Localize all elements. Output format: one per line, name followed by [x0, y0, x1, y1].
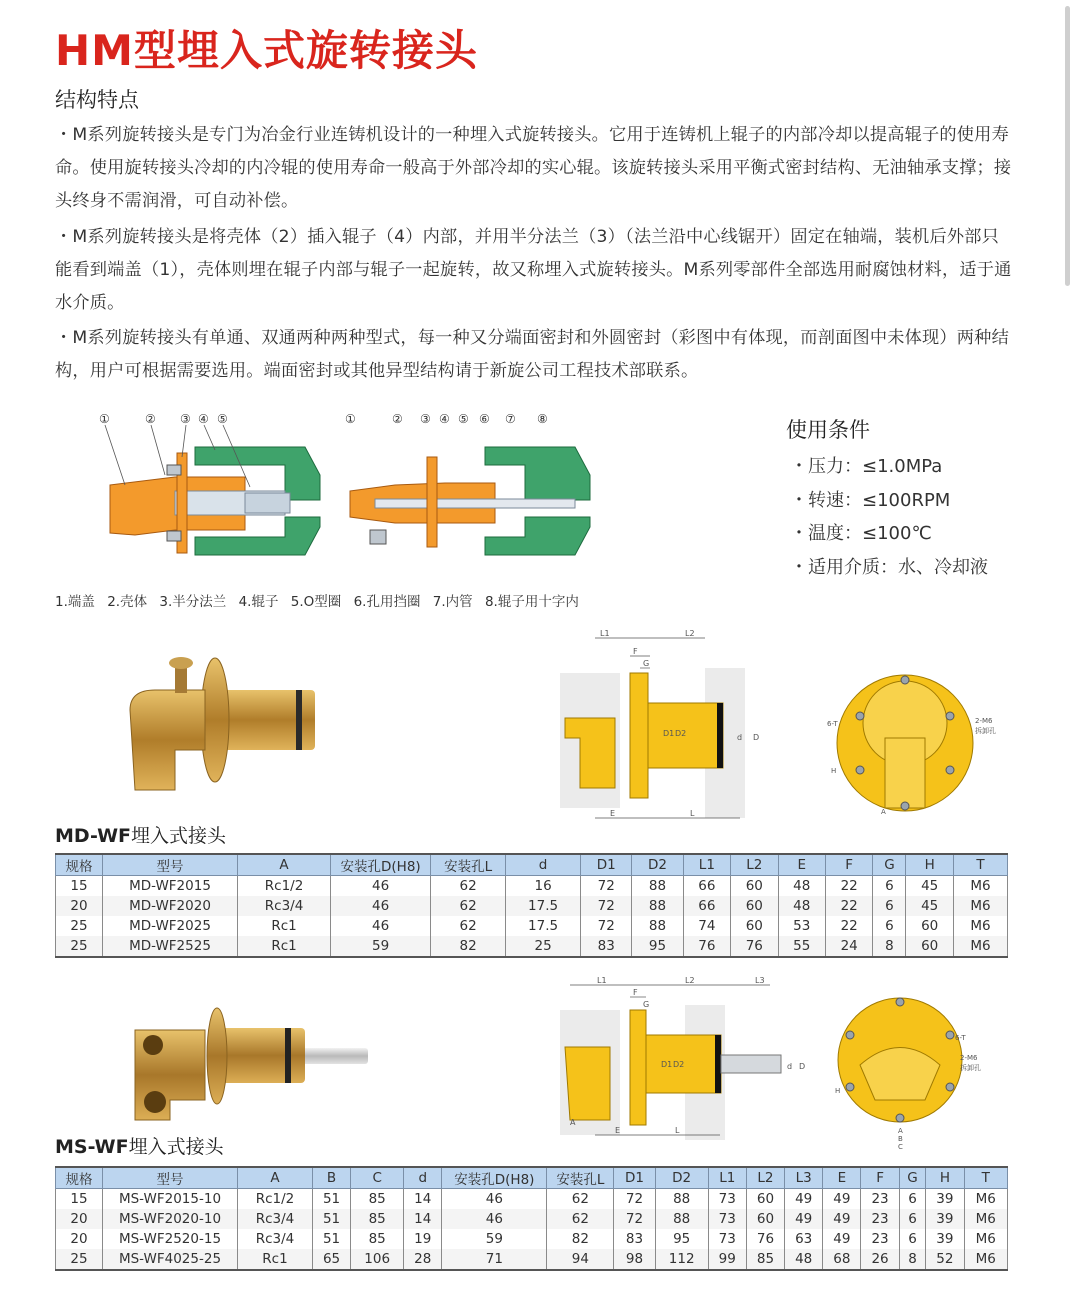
table-cell: 60 [746, 1189, 784, 1210]
table-cell: 60 [731, 916, 778, 936]
ms-table-body [56, 1189, 1008, 1271]
section-diagrams [55, 405, 615, 585]
dim-label: D1 [661, 1060, 673, 1069]
bolt-bottom [167, 531, 181, 541]
col-header: G [873, 854, 906, 876]
shaft [300, 1048, 368, 1064]
legend-item: 6.孔用挡圈 [353, 594, 421, 610]
table-cell: 60 [746, 1209, 784, 1229]
condition-item: ・适用介质：水、冷却液 [790, 556, 988, 578]
md-table-body [56, 876, 1008, 958]
condition-item: ・压力：≤1.0MPa [790, 456, 943, 477]
table-cell: 59 [442, 1229, 547, 1249]
table-cell: 74 [683, 916, 730, 936]
col-header: E [823, 1167, 861, 1189]
table-cell: 6 [899, 1189, 926, 1210]
table-cell: 16 [506, 876, 581, 897]
col-header: E [778, 854, 825, 876]
dim-label: A [898, 1127, 903, 1135]
table-cell: 26 [861, 1249, 899, 1270]
col-header: 安装孔D(H8) [331, 854, 431, 876]
table-cell: 72 [581, 876, 632, 897]
table-cell: 20 [56, 1229, 103, 1249]
table-row [56, 936, 1008, 957]
table-cell: 88 [632, 876, 683, 897]
table-cell: 71 [442, 1249, 547, 1270]
roller-top [485, 447, 590, 500]
col-header: D2 [632, 854, 683, 876]
inner-pipe [375, 499, 575, 508]
diagram-right-label: ③ [420, 412, 431, 426]
table-cell: 76 [731, 936, 778, 957]
table-cell: 17.5 [506, 916, 581, 936]
conditions-list [790, 452, 988, 586]
dim-label: G [643, 659, 650, 668]
ms-technical-drawing [555, 975, 1025, 1150]
flange [630, 1010, 646, 1125]
o-ring [715, 1035, 721, 1093]
table-cell: 55 [778, 936, 825, 957]
table-row [56, 896, 1008, 916]
dim-label: D [753, 733, 760, 742]
ms-product-photo [125, 990, 375, 1130]
table-cell: 51 [312, 1209, 350, 1229]
table-cell: 62 [431, 876, 506, 897]
table-cell: 25 [506, 936, 581, 957]
table-cell: 15 [56, 876, 103, 897]
table-cell: MS-WF4025-25 [103, 1249, 238, 1270]
col-header: H [906, 854, 953, 876]
legend-item: 4.辊子 [238, 594, 279, 610]
parts-legend [55, 590, 587, 610]
col-header: A [238, 854, 331, 876]
table-cell: MS-WF2020-10 [103, 1209, 238, 1229]
legend-item: 1.端盖 [55, 594, 95, 610]
table-header-row [56, 1167, 1008, 1189]
table-cell: 76 [683, 936, 730, 957]
table-cell: MD-WF2020 [103, 896, 238, 916]
bolt-head [169, 657, 193, 669]
table-cell: 83 [614, 1229, 655, 1249]
dim-label: G [643, 1000, 650, 1009]
table-cell: 85 [351, 1189, 404, 1210]
dim-label: L3 [755, 976, 765, 985]
table-cell: 22 [825, 876, 872, 897]
dim-label: 2-M6 [960, 1054, 978, 1062]
paragraph-2: ・M系列旋转接头是将壳体（2）插入辊子（4）内部，并用半分法兰（3）（法兰沿中心线锯开）固定在轴端，装机后外部只能看到端盖（1），壳体则埋在辊子内部与辊子一起旋转，故又称埋入式旋转接头。M系列零部件全部选用耐腐蚀材料，适于通水介质。 [55, 227, 1012, 313]
diagram-left [99, 412, 320, 555]
table-cell: 24 [825, 936, 872, 957]
col-header: L1 [708, 1167, 746, 1189]
table-cell: 46 [331, 896, 431, 916]
col-header: L3 [785, 1167, 823, 1189]
col-header: F [825, 854, 872, 876]
table-cell: 66 [683, 896, 730, 916]
table-cell: 45 [906, 896, 953, 916]
table-row [56, 1249, 1008, 1270]
table-cell: 20 [56, 896, 103, 916]
col-header: 型号 [103, 854, 238, 876]
table-cell: Rc3/4 [238, 896, 331, 916]
table-cell: 14 [404, 1209, 442, 1229]
dim-label: E [610, 809, 616, 818]
diagram-right-label: ⑦ [505, 412, 516, 426]
scrollbar[interactable] [1065, 6, 1070, 286]
table-cell: 8 [899, 1249, 926, 1270]
diagram-left-label: ③ [180, 412, 191, 426]
col-header: d [404, 1167, 442, 1189]
bore-end [245, 493, 290, 513]
table-cell: 25 [56, 916, 103, 936]
table-cell: M6 [953, 876, 1007, 897]
body-block [565, 1047, 610, 1120]
table-cell: 28 [404, 1249, 442, 1270]
legend-item: 3.半分法兰 [159, 594, 227, 610]
table-cell: 88 [632, 896, 683, 916]
diagram-right [345, 412, 590, 555]
table-cell: 46 [331, 916, 431, 936]
table-cell: 14 [404, 1189, 442, 1210]
table-cell: 83 [581, 936, 632, 957]
condition-item: ・转速：≤100RPM [790, 489, 951, 511]
dim-label: F [633, 988, 638, 997]
table-cell: 20 [56, 1209, 103, 1229]
dim-label: A [881, 808, 886, 816]
md-table-title: MD-WF埋入式接头 [55, 825, 227, 847]
o-ring [717, 703, 723, 768]
table-cell: 22 [825, 916, 872, 936]
table-cell: 72 [581, 896, 632, 916]
flange [630, 673, 648, 798]
col-header: 型号 [103, 1167, 238, 1189]
roller-bottom [485, 517, 590, 555]
legend-item: 8.辊子用十字内 [484, 594, 579, 610]
diagram-right-label: ④ [439, 412, 450, 426]
table-cell: 39 [926, 1189, 964, 1210]
table-cell: MS-WF2015-10 [103, 1189, 238, 1210]
table-cell: 60 [906, 936, 953, 957]
col-header: T [953, 854, 1007, 876]
md-product-photo [120, 650, 330, 800]
table-cell: 52 [926, 1249, 964, 1270]
dim-label: H [831, 767, 837, 775]
table-cell: 62 [547, 1189, 614, 1210]
condition-item: ・温度：≤100℃ [790, 523, 932, 544]
o-ring [285, 1028, 291, 1083]
table-header-row [56, 854, 1008, 876]
dim-label: L2 [685, 976, 695, 985]
table-cell: Rc3/4 [238, 1229, 313, 1249]
table-cell: 49 [785, 1189, 823, 1210]
col-header: 安装孔L [547, 1167, 614, 1189]
table-cell: 39 [926, 1229, 964, 1249]
table-cell: 76 [746, 1229, 784, 1249]
table-cell: MD-WF2015 [103, 876, 238, 897]
table-cell: 112 [655, 1249, 708, 1270]
dim-label: D2 [675, 729, 687, 738]
table-cell: 88 [632, 916, 683, 936]
dim-label: 拆卸孔 [960, 1064, 981, 1072]
table-cell: 98 [614, 1249, 655, 1270]
diagram-left-label: ④ [198, 412, 209, 426]
table-cell: 49 [823, 1189, 861, 1210]
table-cell: Rc1 [238, 916, 331, 936]
table-cell: 72 [614, 1189, 655, 1210]
table-cell: 6 [873, 876, 906, 897]
dim-label: B [898, 1135, 903, 1143]
port [370, 530, 386, 544]
col-header: L2 [746, 1167, 784, 1189]
table-cell: 63 [785, 1229, 823, 1249]
port-hole [144, 1091, 166, 1113]
col-header: d [506, 854, 581, 876]
dim-label: A [570, 1118, 576, 1127]
diagram-right-label: ② [392, 412, 403, 426]
table-cell: 15 [56, 1189, 103, 1210]
dim-label: 2-M6 [975, 717, 993, 725]
dim-label: E [615, 1126, 621, 1135]
legend-item: 5.O型圈 [290, 594, 342, 610]
table-row [56, 1229, 1008, 1249]
col-header: B [312, 1167, 350, 1189]
body-cylinder [220, 1028, 305, 1083]
table-cell: 66 [683, 876, 730, 897]
dim-label: 6-T [955, 1034, 966, 1042]
table-row [56, 916, 1008, 936]
diagram-left-label: ⑤ [217, 412, 228, 426]
table-cell: Rc1/2 [238, 876, 331, 897]
table-cell: MD-WF2025 [103, 916, 238, 936]
table-cell: 95 [632, 936, 683, 957]
o-ring [296, 690, 302, 750]
paragraph-1: ・M系列旋转接头是专门为冶金行业连铸机设计的一种埋入式旋转接头。它用于连铸机上辊子的内部冷却以提高辊子的使用寿命。使用旋转接头冷却的内冷辊的使用寿命一般高于外部冷却的实心辊。该旋转接头采用平衡式密封结构、无油轴承支撑；接头终身不需润滑，可自动补偿。 [55, 125, 1012, 211]
table-cell: 99 [708, 1249, 746, 1270]
table-cell: 72 [581, 916, 632, 936]
table-cell: M6 [964, 1229, 1008, 1249]
col-header: L1 [683, 854, 730, 876]
table-cell: 25 [56, 936, 103, 957]
diagram-left-label: ① [99, 412, 110, 426]
table-cell: 46 [331, 876, 431, 897]
elbow [130, 690, 205, 790]
table-cell: 19 [404, 1229, 442, 1249]
port-hole [143, 1035, 163, 1055]
table-cell: 60 [906, 916, 953, 936]
table-cell: 62 [431, 896, 506, 916]
table-cell: 6 [899, 1229, 926, 1249]
table-cell: 8 [873, 936, 906, 957]
bolt-top [167, 465, 181, 475]
table-cell: 72 [614, 1209, 655, 1229]
table-cell: 65 [312, 1249, 350, 1270]
col-header: 规格 [56, 1167, 103, 1189]
col-header: D1 [581, 854, 632, 876]
diagram-right-label: ⑥ [479, 412, 490, 426]
table-cell: 85 [351, 1229, 404, 1249]
table-cell: 60 [731, 876, 778, 897]
table-cell: 73 [708, 1229, 746, 1249]
col-header: G [899, 1167, 926, 1189]
table-cell: 23 [861, 1189, 899, 1210]
table-cell: M6 [964, 1189, 1008, 1210]
table-cell: 25 [56, 1249, 103, 1270]
table-cell: 46 [442, 1189, 547, 1210]
dim-label: H [835, 1087, 841, 1095]
col-header: D1 [614, 1167, 655, 1189]
table-cell: M6 [964, 1209, 1008, 1229]
paragraph-3: ・M系列旋转接头有单通、双通两种两种型式，每一种又分端面密封和外圆密封（彩图中有体现，而剖面图中未体现）两种结构，用户可根据需要选用。端面密封或其他异型结构请于新旋公司工程技术部联系。 [55, 328, 1009, 381]
table-cell: Rc1/2 [238, 1189, 313, 1210]
table-cell: 59 [331, 936, 431, 957]
table-cell: 49 [823, 1209, 861, 1229]
ms-table-title: MS-WF埋入式接头 [55, 1136, 224, 1158]
table-cell: 49 [823, 1229, 861, 1249]
table-cell: 48 [785, 1249, 823, 1270]
conditions-title: 使用条件 [786, 418, 870, 442]
table-cell: 85 [746, 1249, 784, 1270]
table-cell: 45 [906, 876, 953, 897]
col-header: F [861, 1167, 899, 1189]
table-cell: 94 [547, 1249, 614, 1270]
table-cell: 23 [861, 1209, 899, 1229]
table-cell: 60 [731, 896, 778, 916]
col-header: 安装孔D(H8) [442, 1167, 547, 1189]
col-header: A [238, 1167, 313, 1189]
table-cell: 49 [785, 1209, 823, 1229]
table-cell: Rc1 [238, 936, 331, 957]
col-header: T [964, 1167, 1008, 1189]
table-cell: 73 [708, 1209, 746, 1229]
dim-label: 6-T [827, 720, 838, 728]
bolt [175, 665, 187, 693]
legend-item: 2.壳体 [107, 594, 148, 610]
table-row [56, 876, 1008, 897]
ms-spec-table [55, 1166, 1008, 1271]
diagram-right-label: ⑧ [537, 412, 548, 426]
dim-label: L [675, 1126, 680, 1135]
dim-label: L2 [685, 629, 695, 638]
legend-item: 7.内管 [432, 594, 473, 610]
table-cell: 51 [312, 1189, 350, 1210]
dim-label: C [898, 1143, 903, 1150]
dim-label: L1 [600, 629, 610, 638]
table-cell: 39 [926, 1209, 964, 1229]
col-header: C [351, 1167, 404, 1189]
table-cell: 48 [778, 896, 825, 916]
table-cell: 73 [708, 1189, 746, 1210]
dim-label: D2 [673, 1060, 685, 1069]
section-title: 结构特点 [55, 88, 139, 112]
table-cell: 6 [899, 1209, 926, 1229]
col-header: H [926, 1167, 964, 1189]
page-title: HM型埋入式旋转接头 [55, 26, 478, 75]
col-header: 安装孔L [431, 854, 506, 876]
table-cell: M6 [953, 896, 1007, 916]
table-cell: Rc3/4 [238, 1209, 313, 1229]
table-cell: 23 [861, 1229, 899, 1249]
table-cell: 88 [655, 1209, 708, 1229]
table-cell: 62 [547, 1209, 614, 1229]
dim-label: D [799, 1062, 806, 1071]
table-cell: M6 [953, 916, 1007, 936]
table-cell: 68 [823, 1249, 861, 1270]
diagram-right-label: ⑤ [458, 412, 469, 426]
table-row [56, 1209, 1008, 1229]
table-cell: 17.5 [506, 896, 581, 916]
md-spec-table [55, 853, 1008, 958]
table-cell: 6 [873, 916, 906, 936]
table-cell: 95 [655, 1229, 708, 1249]
col-header: L2 [731, 854, 778, 876]
dim-label: d [737, 733, 743, 742]
table-cell: 51 [312, 1229, 350, 1249]
table-cell: MD-WF2525 [103, 936, 238, 957]
table-cell: 82 [547, 1229, 614, 1249]
shaft [721, 1055, 781, 1073]
diagram-right-label: ① [345, 412, 356, 426]
table-cell: 6 [873, 896, 906, 916]
md-technical-drawing [555, 628, 1025, 828]
table-cell: 106 [351, 1249, 404, 1270]
diagram-left-label: ② [145, 412, 156, 426]
dim-label: 拆卸孔 [975, 727, 996, 735]
table-cell: 82 [431, 936, 506, 957]
table-cell: 88 [655, 1189, 708, 1210]
end-view-port [885, 738, 925, 808]
half-flange [427, 457, 437, 547]
dim-label: d [787, 1062, 793, 1071]
table-cell: 85 [351, 1209, 404, 1229]
table-cell: 46 [442, 1209, 547, 1229]
col-header: 规格 [56, 854, 103, 876]
dim-label: D1 [663, 729, 675, 738]
dim-label: F [633, 647, 638, 656]
table-cell: Rc1 [238, 1249, 313, 1270]
col-header: D2 [655, 1167, 708, 1189]
table-cell: 22 [825, 896, 872, 916]
dim-label: L1 [597, 976, 607, 985]
table-cell: 48 [778, 876, 825, 897]
table-cell: 62 [431, 916, 506, 936]
table-cell: M6 [953, 936, 1007, 957]
flange [207, 1008, 227, 1104]
table-row [56, 1189, 1008, 1210]
table-cell: MS-WF2520-15 [103, 1229, 238, 1249]
table-cell: 53 [778, 916, 825, 936]
dim-label: L [690, 809, 695, 818]
table-cell: M6 [964, 1249, 1008, 1270]
